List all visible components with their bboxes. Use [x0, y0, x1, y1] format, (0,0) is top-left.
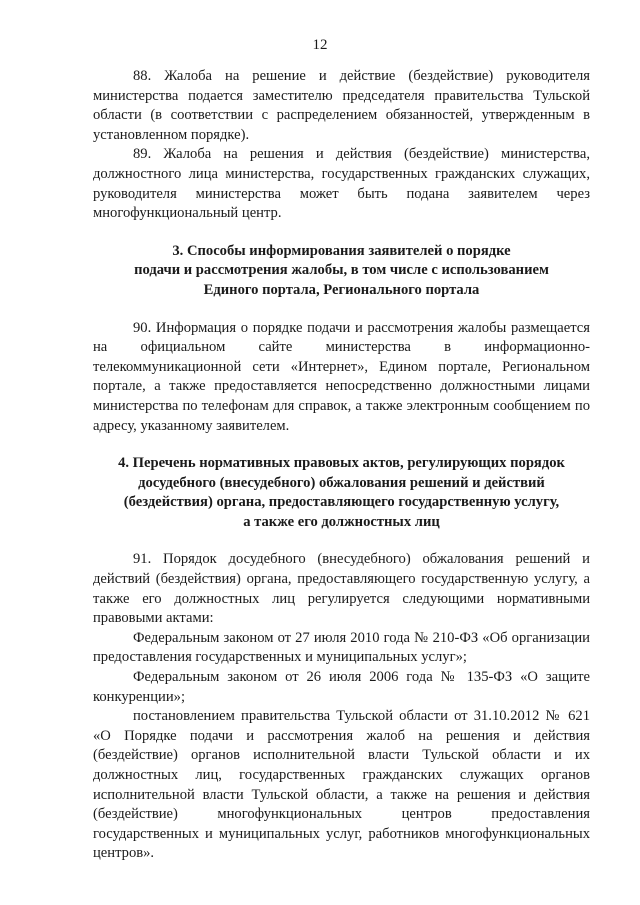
section-3-heading-line: Единого портала, Регионального портала [203, 281, 480, 298]
section-4-heading-line: досудебного (внесудебного) обжалования решений и действий [138, 474, 545, 491]
section-4-heading-line: (бездействия) органа, предоставляющего государственную услугу, [123, 494, 560, 511]
spacer [93, 532, 590, 550]
paragraph-88: 88. Жалоба на решение и действие (бездействие) руководителя министерства подается заместителю председателя правительства Тульской области (в соответствии с распределением обязанностей, утвержденным в установленном порядке). [93, 68, 590, 143]
section-4-heading [93, 454, 590, 532]
document-body [93, 67, 590, 864]
page-number: 12 [312, 37, 328, 53]
spacer [93, 436, 590, 454]
paragraph-91: 91. Порядок досудебного (внесудебного) обжалования решений и действий (бездействия) органа, предоставляющего государственную услугу, а также его должностных лиц регулируется следующими нормативными правовыми актами: [93, 551, 590, 627]
paragraph-89: 89. Жалоба на решения и действия (бездействие) министерства, должностного лица министерства, государственных гражданских служащих, руководителя министерства может быть подана заявителем через многофункциональный центр. [93, 146, 590, 222]
section-4-heading-line: 4. Перечень нормативных правовых актов, регулирующих порядок [118, 455, 565, 472]
spacer [93, 301, 590, 319]
law-210-fz: Федеральным законом от 27 июля 2010 года № 210-ФЗ «Об организации предоставления государственных и муниципальных услуг»; [93, 629, 590, 666]
section-4-heading-line: а также его должностных лиц [243, 513, 440, 530]
section-3-heading-line: 3. Способы информирования заявителей о порядке [172, 242, 511, 259]
spacer [93, 224, 590, 242]
paragraph-90: 90. Информация о порядке подачи и рассмотрения жалобы размещается на официальном сайте министерства в информационно-телекоммуникационной сети «Интернет», Едином портале, Региональном портале, а также предоставляется непосредственно должностными лицами министерства по телефонам для справок, а также электронным сообщением по адресу, указанному заявителем. [93, 319, 590, 434]
section-3-heading-line: подачи и рассмотрения жалобы, в том числе с использованием [134, 262, 549, 279]
law-135-fz: Федеральным законом от 26 июля 2006 года № 135-ФЗ «О защите конкуренции»; [93, 669, 590, 705]
resolution-621: постановлением правительства Тульской области от 31.10.2012 № 621 «О Порядке подачи и рассмотрения жалоб на решения и действия (бездействие) органов исполнительной власти Тульской области и их должностных лиц, государственных гражданских служащих органов исполнительной власти Тульской области, а также на решения и действия (бездействие) многофункциональных центров предоставления государственных и муниципальных услуг, работников многофункциональных центров». [93, 708, 590, 862]
section-3-heading [93, 242, 590, 301]
